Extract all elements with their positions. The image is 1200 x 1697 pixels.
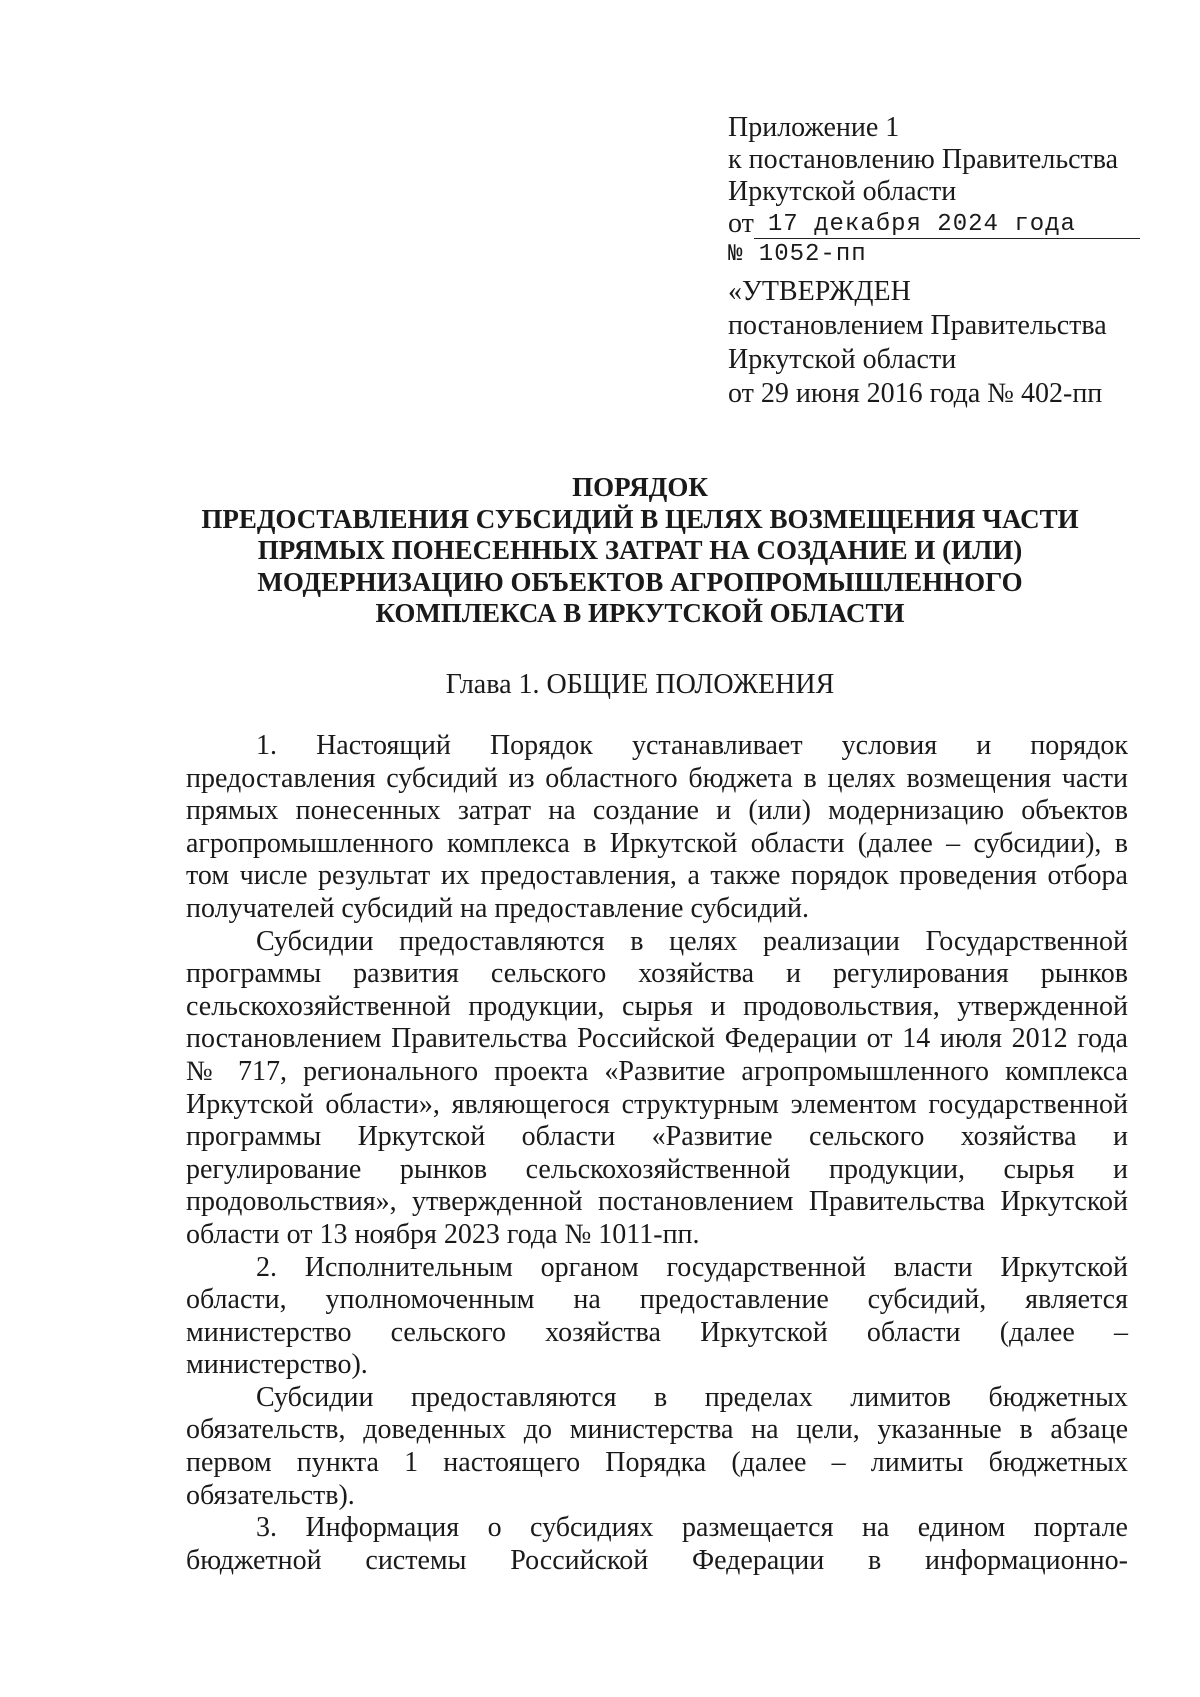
paragraph-5: [186, 1512, 1128, 1577]
text-word: портале: [1033, 1512, 1128, 1544]
text-word: сельскохозяйственной: [525, 1153, 791, 1185]
text-line: министерство).: [186, 1349, 368, 1381]
text-word: регулирования: [833, 958, 1009, 990]
text-word: устанавливает: [631, 730, 803, 761]
text-word: хозяйства: [960, 1121, 1077, 1153]
text-line: первом пункта 1 настоящего Порядка (далее – лимиты бюджетных: [186, 1447, 1128, 1479]
text-word: и: [976, 730, 992, 761]
text-word: 3.: [256, 1512, 277, 1544]
text-line: [186, 1121, 1128, 1154]
text-line: [186, 730, 1128, 763]
text-word: на: [861, 1512, 890, 1544]
text-word: регулирование: [186, 1153, 362, 1185]
text-line: области от 13 ноября 2023 года № 1011-пп.: [186, 1218, 700, 1250]
title-line: КОМПЛЕКСА В ИРКУТСКОЙ ОБЛАСТИ: [375, 598, 905, 628]
text-word: лимитов: [850, 1381, 952, 1413]
text-word: Российской: [510, 1544, 649, 1576]
title-line: ПОРЯДОК: [572, 472, 708, 502]
text-word: рынков: [399, 1153, 488, 1185]
appendix-to-resolution: к постановлению Правительства: [728, 144, 1119, 175]
appendix-date-field: 17 декабря 2024 года: [754, 212, 1140, 239]
text-word: Иркутской: [700, 1316, 828, 1348]
title-line: ПРЕДОСТАВЛЕНИЯ СУБСИДИЙ В ЦЕЛЯХ ВОЗМЕЩЕНИЯ ЧАСТИ: [201, 503, 1079, 534]
title-line: ПРЯМЫХ ПОНЕСЕННЫХ ЗАТРАТ НА СОЗДАНИЕ И (ИЛИ): [257, 535, 1023, 565]
text-line: обязательств).: [186, 1479, 355, 1511]
text-word: области: [521, 1121, 616, 1153]
text-word: предоставление: [639, 1284, 829, 1316]
text-word: продукции,: [828, 1153, 965, 1185]
text-line: Иркутской области», являющегося структурным элементом государственной: [186, 1088, 1128, 1120]
appendix-number: № 1052-пп: [728, 241, 867, 268]
chapter-heading: Глава 1. ОБЩИЕ ПОЛОЖЕНИЯ: [445, 669, 835, 700]
text-line: [186, 1512, 1128, 1545]
text-line: получателей субсидий на предоставление субсидий.: [186, 892, 810, 924]
text-word: системы: [365, 1544, 467, 1576]
body-text: [186, 730, 1128, 1577]
text-word: является: [1025, 1284, 1128, 1316]
text-line: [186, 1284, 1128, 1317]
text-line: № 717, регионального проекта «Развитие агропромышленного комплекса: [186, 1055, 1128, 1087]
text-line: [186, 958, 1128, 991]
text-word: порядок: [1030, 730, 1128, 761]
text-word: хозяйства: [545, 1316, 661, 1348]
text-line: агропромышленного комплекса в Иркутской области (далее – субсидии), в: [186, 827, 1128, 859]
text-word: развития: [353, 958, 459, 990]
appendix-date-line: [728, 208, 1140, 240]
text-word: бюджетной: [186, 1544, 322, 1576]
text-line: том числе результат их предоставления, а также порядок проведения отбора: [186, 860, 1128, 892]
text-word: сырья: [1003, 1153, 1075, 1185]
text-word: пределах: [704, 1381, 813, 1413]
text-word: размещается: [681, 1512, 834, 1544]
text-word: и: [786, 958, 802, 990]
text-line: [186, 1382, 1128, 1415]
text-line: постановлением Правительства Российской Федерации от 14 июля 2012 года: [186, 1023, 1128, 1055]
text-word: и: [1112, 1121, 1128, 1153]
appendix-block: [728, 112, 1140, 272]
document-title: [150, 472, 1130, 630]
text-word: «Развитие: [651, 1121, 773, 1153]
text-line: прямых понесенных затрат на создание и (или) модернизацию объектов: [186, 795, 1128, 827]
text-word: сельского: [808, 1121, 925, 1153]
text-line: продовольствия», утвержденной постановлением Правительства Иркутской: [186, 1186, 1128, 1218]
paragraph-4: [186, 1382, 1128, 1512]
text-line: 2. Исполнительным органом государственной власти Иркутской: [256, 1251, 1128, 1283]
text-word: 1.: [256, 730, 277, 761]
text-word: рынков: [1040, 958, 1128, 990]
text-word: хозяйства: [638, 958, 755, 990]
text-word: условия: [841, 730, 938, 761]
text-word: Порядок: [489, 730, 593, 761]
text-line: сельскохозяйственной продукции, сырья и продовольствия, утвержденной: [186, 990, 1128, 1022]
text-word: программы: [186, 958, 322, 990]
text-line: обязательств, доведенных до министерства на цели, указанные в абзаце: [186, 1414, 1128, 1446]
approved-block: [728, 275, 1107, 411]
approved-by: постановлением Правительства: [728, 310, 1107, 341]
text-word: –: [1113, 1316, 1128, 1348]
approved-date-number: от 29 июня 2016 года № 402-пп: [728, 378, 1103, 409]
text-word: Федерации: [692, 1544, 825, 1576]
text-word: Иркутской: [357, 1121, 486, 1153]
text-word: сельского: [390, 1316, 506, 1348]
text-word: области: [866, 1316, 961, 1348]
text-word: на: [573, 1284, 601, 1316]
text-word: едином: [917, 1512, 1006, 1544]
text-word: о: [487, 1512, 502, 1544]
text-word: и: [1112, 1153, 1128, 1185]
paragraph-2: [186, 926, 1128, 1252]
text-word: сельского: [490, 958, 607, 990]
text-word: в: [868, 1544, 882, 1576]
text-line: [186, 1317, 1128, 1350]
text-word: в: [653, 1381, 668, 1413]
text-line: предоставления субсидий из областного бюджета в целях возмещения части: [186, 762, 1128, 794]
appendix-title: Приложение 1: [728, 112, 900, 143]
appendix-region: Иркутской области: [728, 176, 957, 207]
appendix-date-prefix: от: [728, 208, 754, 239]
text-line: [186, 1545, 1128, 1578]
title-line: МОДЕРНИЗАЦИЮ ОБЪЕКТОВ АГРОПРОМЫШЛЕННОГО: [257, 566, 1023, 597]
text-word: (далее: [999, 1316, 1075, 1348]
text-word: информационно-: [925, 1544, 1128, 1576]
text-word: уполномоченным: [325, 1284, 535, 1316]
text-word: Субсидии: [256, 1381, 374, 1413]
text-word: Настоящий: [316, 730, 451, 761]
text-word: Информация: [305, 1512, 460, 1544]
text-word: министерство: [186, 1316, 352, 1348]
approved-region: Иркутской области: [728, 344, 957, 375]
text-word: бюджетных: [988, 1381, 1128, 1413]
text-line: [186, 1154, 1128, 1187]
paragraph-3: [186, 1252, 1128, 1382]
paragraph-1: [186, 730, 1128, 926]
text-word: области,: [186, 1284, 287, 1316]
text-word: субсидий,: [867, 1284, 987, 1316]
approved-title: «УТВЕРЖДЕН: [728, 276, 911, 307]
text-word: предоставляются: [410, 1381, 617, 1413]
text-word: программы: [186, 1121, 322, 1153]
text-word: субсидиях: [530, 1512, 654, 1544]
text-line: Субсидии предоставляются в целях реализации Государственной: [256, 925, 1128, 957]
